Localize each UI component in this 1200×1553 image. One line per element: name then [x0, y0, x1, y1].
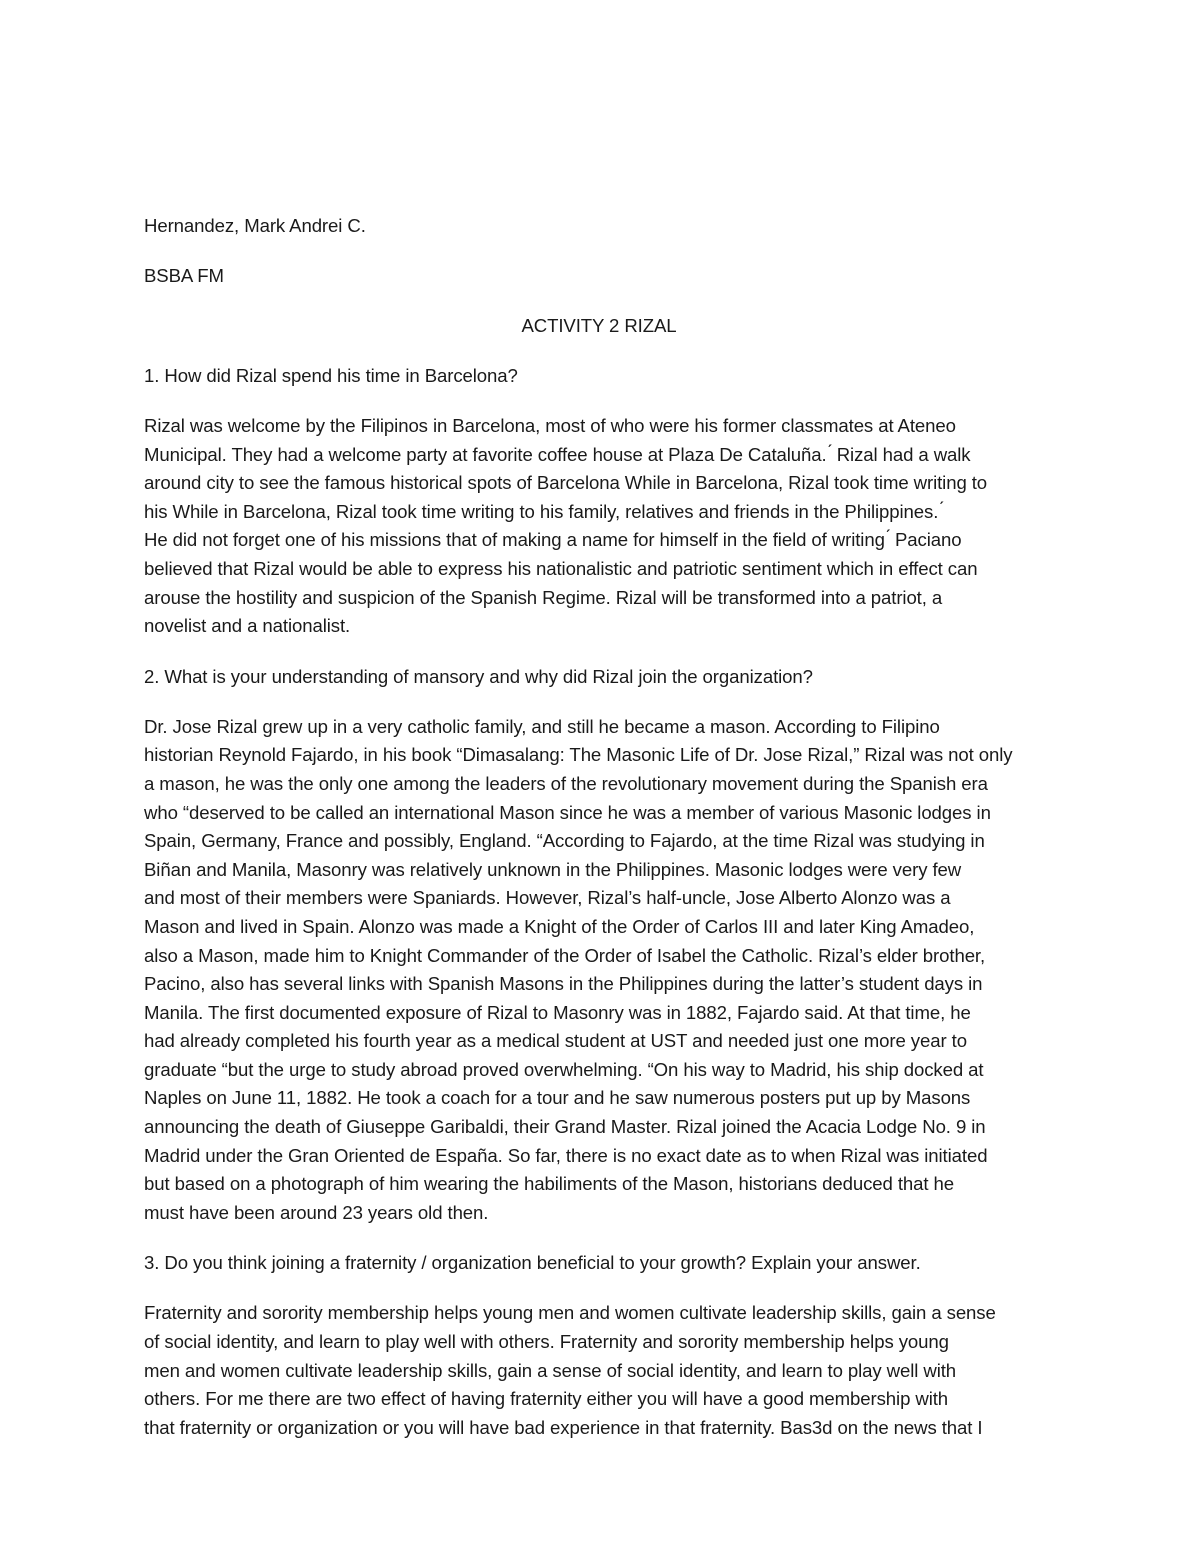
answer-line: He did not forget one of his missions that of making a name for himself in the field of writing ́ Paciano	[144, 529, 962, 551]
document-title: ACTIVITY 2 RIZAL	[521, 315, 677, 336]
answer-line: Pacino, also has several links with Spanish Masons in the Philippines during the latter’s student days in	[144, 973, 983, 995]
answer-line: Manila. The first documented exposure of Rizal to Masonry was in 1882, Fajardo said. At that time, he	[144, 1001, 971, 1023]
answer-line: a mason, he was the only one among the leaders of the revolutionary movement during the Spanish era	[144, 772, 988, 794]
answer-line: Municipal. They had a welcome party at favorite coffee house at Plaza De Cataluña. ́ Rizal had a walk	[144, 443, 971, 465]
answer-line: Naples on June 11, 1882. He took a coach for a tour and he saw numerous posters put up by Masons	[144, 1087, 971, 1109]
answer-line: believed that Rizal would be able to express his nationalistic and patriotic sentiment which in effect can	[144, 557, 978, 579]
answer-line: that fraternity or organization or you will have bad experience in that fraternity. Bas3d on the news that I	[144, 1416, 983, 1438]
answer-2	[144, 713, 1054, 1228]
question-3: 3. Do you think joining a fraternity / organization beneficial to your growth? Explain your answer.	[144, 1252, 921, 1274]
answer-line: and most of their members were Spaniards. However, Rizal’s half-uncle, Jose Alberto Alonzo was a	[144, 887, 951, 909]
answer-line: arouse the hostility and suspicion of the Spanish Regime. Rizal will be transformed into a patriot, a	[144, 586, 943, 608]
answer-line: also a Mason, made him to Knight Commander of the Order of Isabel the Catholic. Rizal’s elder brother,	[144, 944, 986, 966]
answer-line: Spain, Germany, France and possibly, England. “According to Fajardo, at the time Rizal was studying in	[144, 830, 985, 852]
question-1: 1. How did Rizal spend his time in Barcelona?	[144, 365, 518, 386]
question-2: 2. What is your understanding of mansory and why did Rizal join the organization?	[144, 665, 813, 687]
answer-line: novelist and a nationalist.	[144, 615, 351, 637]
course-label: BSBA FM	[144, 265, 224, 286]
answer-3	[144, 1299, 1054, 1442]
answer-line: Rizal was welcome by the Filipinos in Barcelona, most of who were his former classmates at Ateneo	[144, 415, 956, 436]
answer-line: must have been around 23 years old then.	[144, 1201, 489, 1223]
answer-line: Dr. Jose Rizal grew up in a very catholic family, and still he became a mason. According to Filipino	[144, 715, 940, 737]
student-name: Hernandez, Mark Andrei C.	[144, 215, 366, 236]
answer-line: who “deserved to be called an international Mason since he was a member of various Masonic lodges in	[144, 801, 991, 823]
answer-1	[144, 412, 1054, 641]
document-body	[144, 212, 1054, 1464]
answer-line: Madrid under the Gran Oriented de España. So far, there is no exact date as to when Rizal was initiated	[144, 1144, 988, 1166]
answer-line: graduate “but the urge to study abroad proved overwhelming. “On his way to Madrid, his ship docked at	[144, 1058, 984, 1080]
answer-line: historian Reynold Fajardo, in his book “Dimasalang: The Masonic Life of Dr. Jose Rizal,” Rizal was not only	[144, 744, 1013, 766]
answer-line: but based on a photograph of him wearing the habiliments of the Mason, historians deduced that he	[144, 1173, 954, 1195]
answer-line: around city to see the famous historical spots of Barcelona While in Barcelona, Rizal took time writing to	[144, 472, 988, 494]
answer-line: others. For me there are two effect of having fraternity either you will have a good membership with	[144, 1388, 949, 1410]
answer-line: Biñan and Manila, Masonry was relatively unknown in the Philippines. Masonic lodges were very few	[144, 858, 962, 880]
answer-line: had already completed his fourth year as a medical student at UST and needed just one more year to	[144, 1030, 967, 1052]
answer-line: men and women cultivate leadership skills, gain a sense of social identity, and learn to play well with	[144, 1359, 957, 1381]
answer-line: his While in Barcelona, Rizal took time writing to his family, relatives and friends in the Philippines. ́	[144, 500, 944, 522]
answer-line: Mason and lived in Spain. Alonzo was made a Knight of the Order of Carlos III and later King Amadeo,	[144, 915, 975, 937]
answer-line: announcing the death of Giuseppe Garibaldi, their Grand Master. Rizal joined the Acacia Lodge No. 9 in	[144, 1116, 986, 1138]
answer-line: Fraternity and sorority membership helps young men and women cultivate leadership skills, gain a sense	[144, 1302, 996, 1324]
answer-line: of social identity, and learn to play well with others. Fraternity and sorority membership helps young	[144, 1331, 949, 1353]
